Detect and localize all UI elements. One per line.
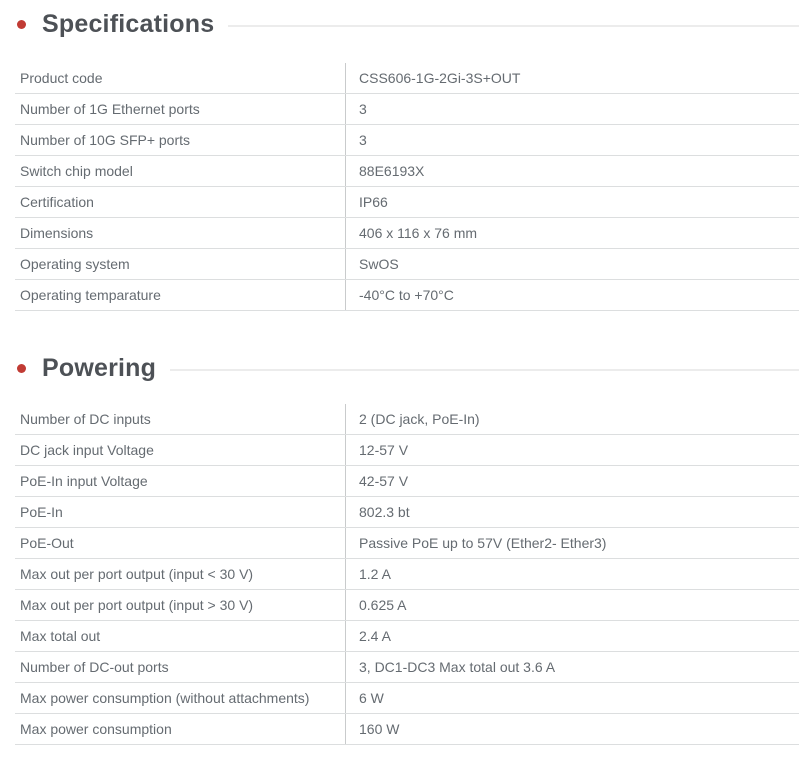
spec-label: Max power consumption (without attachments) — [20, 690, 310, 706]
powering-section — [0, 353, 799, 745]
table-row — [15, 497, 799, 528]
table-row — [15, 280, 799, 311]
spec-value: 3 — [345, 125, 799, 155]
spec-label: Operating system — [20, 256, 130, 272]
table-row — [15, 714, 799, 745]
spec-value: 802.3 bt — [345, 497, 799, 527]
specifications-header — [0, 9, 799, 39]
spec-value: Passive PoE up to 57V (Ether2- Ether3) — [345, 528, 799, 558]
spec-label: PoE-In — [20, 504, 63, 520]
table-row — [15, 187, 799, 218]
table-row — [15, 218, 799, 249]
spec-label: Number of DC inputs — [20, 411, 151, 427]
table-row — [15, 125, 799, 156]
spec-label: Number of 1G Ethernet ports — [20, 101, 200, 117]
spec-value: 12-57 V — [345, 435, 799, 465]
spec-value: 6 W — [345, 683, 799, 713]
spec-value: 88E6193X — [345, 156, 799, 186]
spec-value: SwOS — [345, 249, 799, 279]
spec-value: -40°C to +70°C — [345, 280, 799, 310]
spec-value: 3 — [345, 94, 799, 124]
spec-label: DC jack input Voltage — [20, 442, 154, 458]
spec-label: Dimensions — [20, 225, 94, 241]
section-title-powering: Powering — [42, 353, 157, 382]
table-row — [15, 621, 799, 652]
table-row — [15, 559, 799, 590]
table-row — [15, 590, 799, 621]
page — [0, 9, 799, 767]
specifications-table — [15, 63, 799, 311]
specifications-section — [0, 9, 799, 311]
spec-value: 2 (DC jack, PoE-In) — [345, 404, 799, 434]
table-row — [15, 404, 799, 435]
table-row — [15, 466, 799, 497]
spec-value: 406 x 116 x 76 mm — [345, 218, 799, 248]
spec-value: 2.4 A — [345, 621, 799, 651]
spec-value: 0.625 A — [345, 590, 799, 620]
powering-header — [0, 353, 799, 383]
spec-label: Operating temparature — [20, 287, 161, 303]
spec-value: CSS606-1G-2Gi-3S+OUT — [345, 63, 799, 93]
bullet-icon — [17, 364, 26, 373]
table-row — [15, 435, 799, 466]
spec-value: 42-57 V — [345, 466, 799, 496]
spec-value: 1.2 A — [345, 559, 799, 589]
powering-table — [15, 404, 799, 745]
spec-label: Certification — [20, 194, 94, 210]
table-row — [15, 156, 799, 187]
spec-label: Max out per port output (input > 30 V) — [20, 597, 254, 613]
bullet-icon — [17, 20, 26, 29]
table-row — [15, 528, 799, 559]
spec-label: Number of 10G SFP+ ports — [20, 132, 191, 148]
spec-label: PoE-In input Voltage — [20, 473, 148, 489]
spec-label: Max out per port output (input < 30 V) — [20, 566, 254, 582]
spec-label: Max power consumption — [20, 721, 172, 737]
spec-label: PoE-Out — [20, 535, 74, 551]
spec-value: IP66 — [345, 187, 799, 217]
spec-value: 3, DC1-DC3 Max total out 3.6 A — [345, 652, 799, 682]
spec-label: Number of DC-out ports — [20, 659, 169, 675]
spec-label: Max total out — [20, 628, 101, 644]
spec-value: 160 W — [345, 714, 799, 744]
table-row — [15, 63, 799, 94]
section-title-specifications: Specifications — [42, 9, 215, 38]
heading-rule — [228, 25, 799, 27]
table-row — [15, 683, 799, 714]
spec-label: Product code — [20, 70, 103, 86]
table-row — [15, 249, 799, 280]
heading-rule — [170, 369, 799, 371]
spec-label: Switch chip model — [20, 163, 133, 179]
table-row — [15, 652, 799, 683]
table-row — [15, 94, 799, 125]
